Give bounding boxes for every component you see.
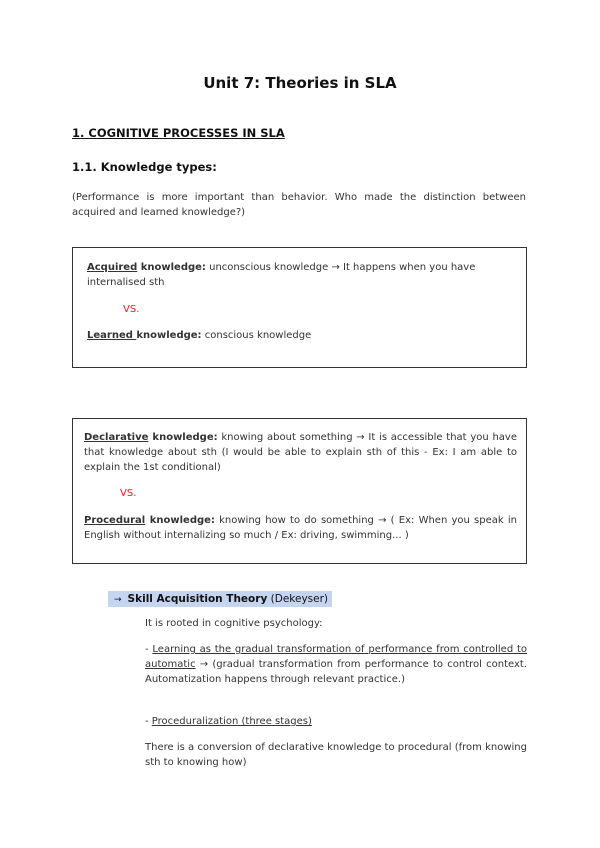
learned-definition — [87, 328, 515, 343]
acquired-definition — [87, 260, 515, 290]
arrow-icon: → — [114, 595, 122, 605]
declarative-term: Declarative — [84, 432, 149, 443]
learned-term: Learned — [87, 330, 137, 341]
conversion-text: There is a conversion of declarative knowledge to procedural (from knowing sth to knowing how) — [145, 742, 527, 768]
declarative-definition — [84, 430, 517, 475]
intro-note: (Performance is more important than behavior. Who made the distinction between acquired and learned knowledge?) — [72, 192, 526, 218]
procedural-definition — [84, 513, 517, 543]
subsection-heading-knowledge-types: 1.1. Knowledge types: — [72, 160, 217, 174]
section-heading-cognitive-processes: 1. COGNITIVE PROCESSES IN SLA — [72, 126, 285, 140]
learned-description: conscious knowledge — [201, 330, 312, 341]
declarative-description: knowing about something → It is accessible that you have that knowledge about sth (I would be able to explain sth of this - Ex: I am able to explain the 1st conditional) — [84, 432, 518, 473]
point-dash: - — [145, 716, 152, 727]
point-explanation: → (gradual transformation from performance to control context. Automatization happens through relevant practice.) — [145, 659, 527, 685]
skill-point-proceduralization — [145, 714, 527, 729]
page-title: Unit 7: Theories in SLA — [203, 74, 397, 92]
rooted-text: It is rooted in cognitive psychology: — [145, 618, 323, 629]
acquired-vs-learned-box — [72, 247, 527, 368]
skill-point-automatization — [145, 642, 527, 687]
acquired-term: Acquired — [87, 262, 138, 273]
point-dash: - — [145, 644, 153, 655]
skill-acquisition-theory: Skill Acquisition Theory — [127, 593, 268, 605]
procedural-description: knowing how to do something → ( Ex: When you speak in English without internalizing so much / Ex: driving, swimming... ) — [84, 515, 517, 541]
learned-label: knowledge: — [136, 330, 202, 341]
vs-label: VS. — [120, 488, 137, 499]
point-underlined-phrase: Learning as the gradual transformation of performance from controlled to automatic — [145, 644, 527, 670]
declarative-vs-procedural-box — [72, 418, 527, 564]
skill-author: (Dekeyser) — [267, 593, 328, 605]
skill-acquisition-heading — [108, 591, 332, 607]
acquired-description: unconscious knowledge → It happens when you have internalised sth — [87, 262, 476, 288]
procedural-term: Procedural — [84, 515, 146, 526]
point-underlined-phrase: Proceduralization (three stages) — [151, 716, 312, 727]
declarative-label: knowledge: — [148, 432, 218, 443]
vs-label: VS. — [123, 304, 140, 315]
acquired-label: knowledge: — [137, 262, 206, 273]
procedural-label: knowledge: — [145, 515, 215, 526]
